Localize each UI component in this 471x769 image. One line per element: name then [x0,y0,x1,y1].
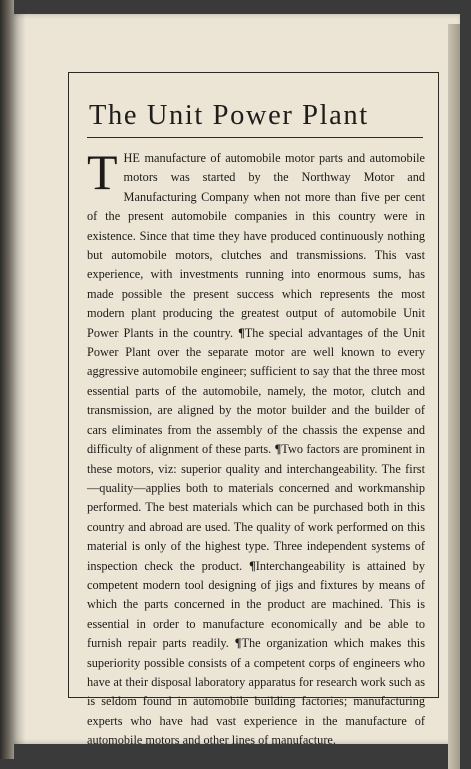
text-frame [68,72,439,748]
page-stack-edge [448,24,460,769]
section-organization-text: The organization which makes this superiority possible consists of a competent corps of engineers who have at their disposal laboratory apparatus for research work such as is seldom found in automobile building factories; manufacturing experts who have had vast experience in the manufacture of automobile motors and other lines of manufacture. [87,636,425,748]
pilcrow-mark: ¶ [249,558,256,573]
pilcrow-mark: ¶ [274,442,282,457]
page-gutter-shadow [12,14,26,744]
section-factors-text: Two factors are prominent in these motors, viz: superior quality and interchangeability. The first—quality—applies both to materials concerned and workmanship performed. The best materials which can be purchased both in this country and abroad are used. The quality of work performed on this material is only of the highest type. Three independent systems of inspection check the product. [87,442,426,573]
pilcrow-mark: ¶ [238,325,245,340]
book-page [12,14,460,748]
page-title: The Unit Power Plant [89,100,369,131]
title-underline-rule [87,137,423,138]
body-paragraph [87,144,426,751]
paragraph-opening-text: HE manufacture of automobile motor parts and automobile motors was started by the Northway Motor and Manufacturing Company when not more than five per cent of the present automobile companies in this country were in existence. Since that time they have produced continuously nothing but automobile motors, clutches and transmissions. This vast experience, with investments running into enormous sums, has made possible the present success which represents the most modern plant producing the greatest output of automobile Unit Power Plants in the country. [87,151,425,340]
pilcrow-mark: ¶ [234,636,242,651]
drop-cap: T [87,144,118,200]
section-advantages-text: The special advantages of the Unit Power Plant over the separate motor are well known to every aggressive automobile engineer; sufficient to say that the three most essential parts of the automobile, namely, the motor, clutch and transmission, are aligned by the motor builder and the builder of cars eliminates from the assembly of the chassis the expense and difficulty of alignment of these parts. [87,325,425,457]
section-interchangeability-text: Interchangeability is attained by competent modern tool designing of jigs and fixtures by means of which the parts concerned in the product are machined. This is essential in order to manufacture economically and be able to furnish repair parts readily. [87,558,425,651]
